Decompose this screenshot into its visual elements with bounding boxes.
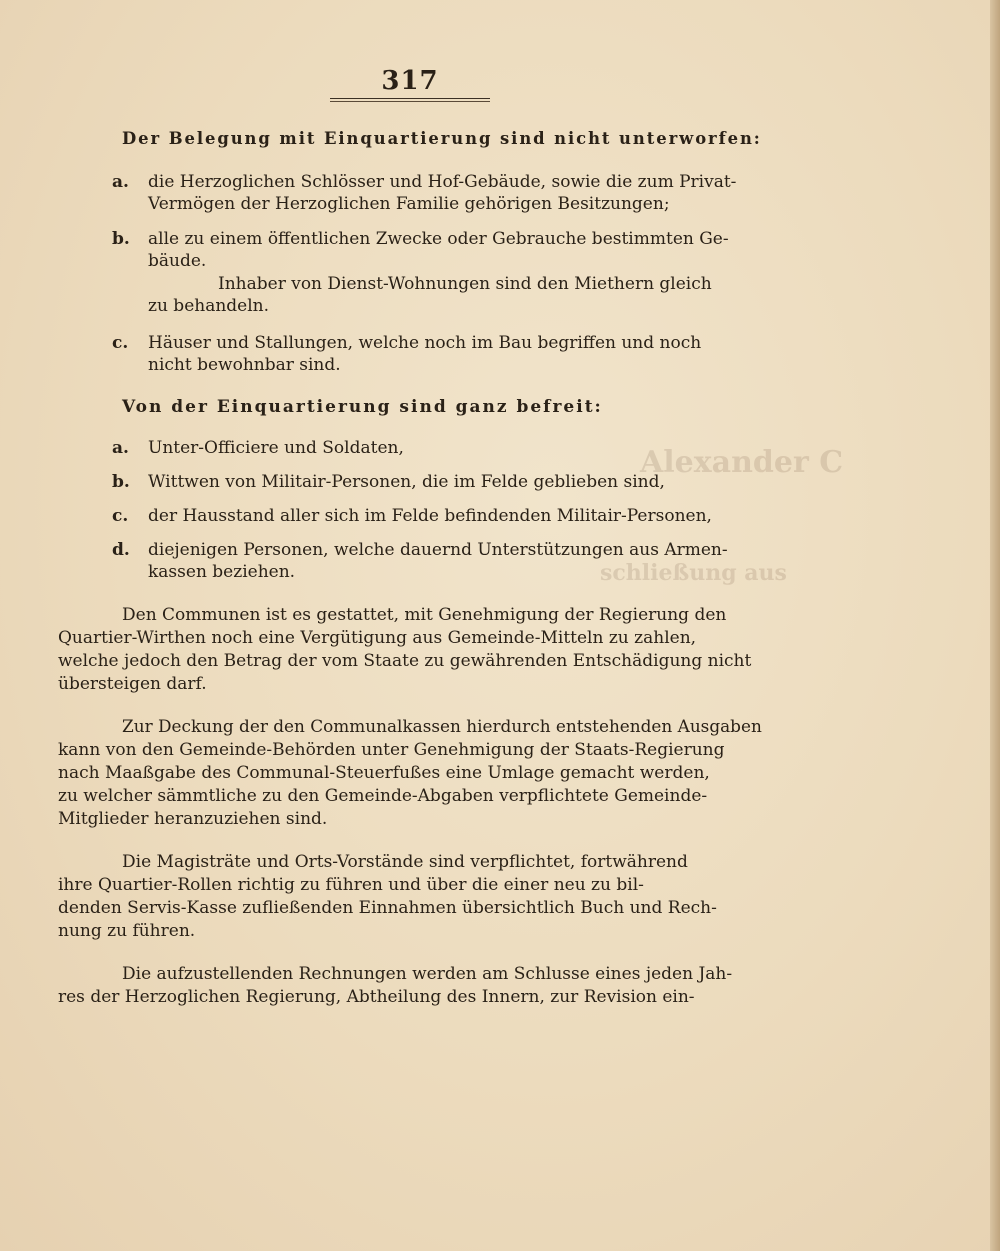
list-marker: c.: [112, 506, 129, 526]
page-edge: [990, 0, 1000, 1251]
header-rule: [330, 98, 490, 99]
list-marker: b.: [112, 472, 130, 492]
paragraph-line: zu welcher sämmtliche zu den Gemeinde-Abgaben verpflichtete Gemeinde-: [58, 786, 708, 806]
paragraph-line: Die aufzustellenden Rechnungen werden am Schlusse eines jeden Jah-: [122, 964, 733, 984]
paragraph-line: denden Servis-Kasse zufließenden Einnahmen übersichtlich Buch und Rech-: [58, 898, 717, 918]
paragraph-line: Den Communen ist es gestattet, mit Genehmigung der Regierung den: [122, 605, 727, 625]
page-number: 317: [381, 66, 439, 96]
list-item-line: zu behandeln.: [148, 296, 270, 316]
paragraph-line: nung zu führen.: [58, 921, 196, 941]
list-marker: b.: [112, 229, 130, 249]
list-item-line: Vermögen der Herzoglichen Familie gehörigen Besitzungen;: [148, 194, 670, 214]
list-item-line: Unter-Officiere und Soldaten,: [148, 438, 404, 458]
list-item-line: die Herzoglichen Schlösser und Hof-Gebäude, sowie die zum Privat-: [148, 172, 737, 192]
paragraph-line: welche jedoch den Betrag der vom Staate zu gewährenden Entschädigung nicht: [58, 651, 752, 671]
section-heading: Der Belegung mit Einquartierung sind nicht unterworfen:: [122, 129, 762, 149]
list-marker: a.: [112, 172, 129, 192]
bleed-through: schließung aus: [600, 560, 787, 586]
paragraph-line: ihre Quartier-Rollen richtig zu führen und über die einer neu zu bil-: [58, 875, 644, 895]
paragraph-line: Zur Deckung der den Communalkassen hierdurch entstehenden Ausgaben: [122, 717, 762, 737]
list-marker: a.: [112, 438, 129, 458]
list-item-line: Häuser und Stallungen, welche noch im Bau begriffen und noch: [148, 333, 702, 353]
paragraph-line: res der Herzoglichen Regierung, Abtheilung des Innern, zur Revision ein-: [58, 987, 695, 1007]
list-item-line: der Hausstand aller sich im Felde befindenden Militair-Personen,: [148, 506, 712, 526]
list-item-line: diejenigen Personen, welche dauernd Unterstützungen aus Armen-: [148, 540, 728, 560]
paragraph-line: Quartier-Wirthen noch eine Vergütigung aus Gemeinde-Mitteln zu zahlen,: [58, 628, 697, 648]
section-heading: Von der Einquartierung sind ganz befreit:: [122, 397, 603, 417]
paragraph-line: Die Magisträte und Orts-Vorstände sind verpflichtet, fortwährend: [122, 852, 688, 872]
paragraph-line: nach Maaßgabe des Communal-Steuerfußes eine Umlage gemacht werden,: [58, 763, 710, 783]
paragraph-line: übersteigen darf.: [58, 674, 207, 694]
list-item-line: nicht bewohnbar sind.: [148, 355, 341, 375]
paragraph-line: Mitglieder heranzuziehen sind.: [58, 809, 328, 829]
list-item-line: Wittwen von Militair-Personen, die im Felde geblieben sind,: [148, 472, 665, 492]
header-rule: [330, 101, 490, 102]
list-item-line: bäude.: [148, 251, 207, 271]
list-item-line: kassen beziehen.: [148, 562, 296, 582]
list-marker: c.: [112, 333, 129, 353]
list-marker: d.: [112, 540, 130, 560]
list-item-line: Inhaber von Dienst-Wohnungen sind den Miethern gleich: [218, 274, 712, 294]
bleed-through: Alexander C: [640, 445, 844, 480]
list-item-line: alle zu einem öffentlichen Zwecke oder Gebrauche bestimmten Ge-: [148, 229, 729, 249]
paragraph-line: kann von den Gemeinde-Behörden unter Genehmigung der Staats-Regierung: [58, 740, 725, 760]
